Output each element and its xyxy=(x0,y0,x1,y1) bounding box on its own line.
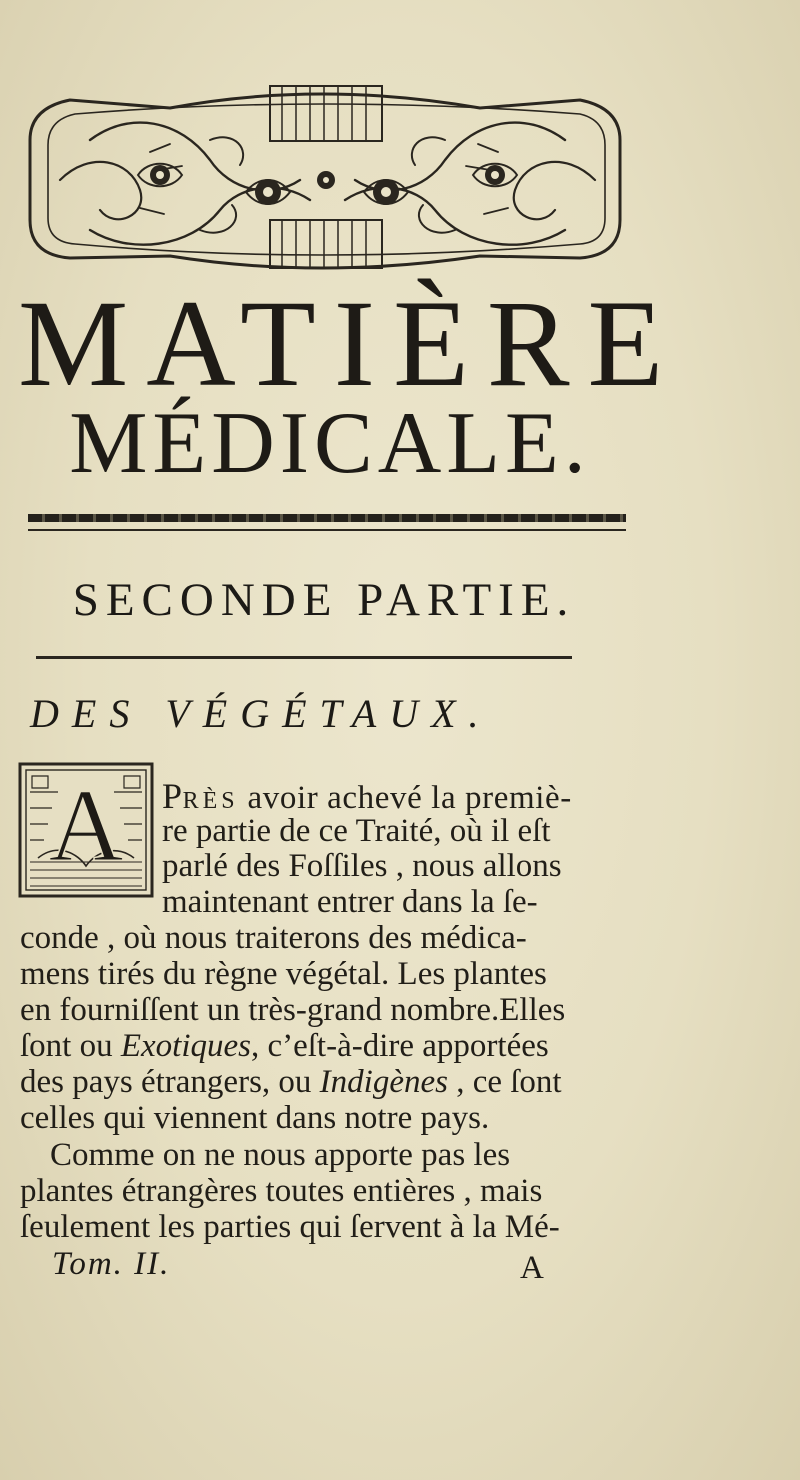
drop-cap-ornament xyxy=(18,762,154,898)
ornamental-rule xyxy=(28,514,626,522)
body-line: parlé des Foſſiles , nous allons xyxy=(162,848,562,884)
section-title: DES VÉGÉTAUX. xyxy=(30,691,492,736)
italic-term: Exotiques xyxy=(120,1028,251,1064)
thin-rule xyxy=(28,529,626,531)
body-line xyxy=(20,1062,562,1102)
italic-term: Indigènes xyxy=(319,1064,448,1100)
body-line: celles qui viennent dans notre pays. xyxy=(20,1100,490,1136)
thin-rule xyxy=(36,656,572,659)
drop-cap-letter: A xyxy=(48,768,124,883)
body-line: mens tirés du règne végétal. Les plantes xyxy=(20,956,547,992)
title-sub: MÉDICALE. xyxy=(69,395,591,492)
body-line: ſeulement les parties qui ſervent à la Mé- xyxy=(20,1209,560,1245)
body-line: Comme on ne nous apporte pas les xyxy=(50,1137,511,1173)
ornamental-headpiece xyxy=(20,80,635,280)
line-text: , c’eſt-à-dire apportées xyxy=(250,1028,549,1064)
body-line: maintenant entrer dans la ſe- xyxy=(162,884,538,920)
body-line: conde , où nous traiterons des médica- xyxy=(20,920,527,956)
line-text: ſont ou xyxy=(20,1028,121,1064)
volume-label: Tom. II. xyxy=(52,1246,171,1282)
body-line: re partie de ce Traité, où il eſt xyxy=(162,813,551,849)
line-text: avoir achevé la premiè- xyxy=(238,780,572,816)
body-line: plantes étrangères toutes entières , mais xyxy=(20,1173,543,1209)
body-line: en fourniſſent un très-grand nombre.Elles xyxy=(20,992,566,1028)
part-title: SECONDE PARTIE. xyxy=(72,574,576,626)
line-text: , ce ſont xyxy=(447,1064,562,1100)
body-line xyxy=(20,1026,549,1066)
title-main: MATIÈRE xyxy=(18,275,682,412)
signature-mark: A xyxy=(520,1250,544,1286)
line-text: des pays étrangers, ou xyxy=(20,1064,320,1100)
opening-capital: P xyxy=(162,776,183,816)
small-caps-word: RÈS xyxy=(182,788,239,814)
